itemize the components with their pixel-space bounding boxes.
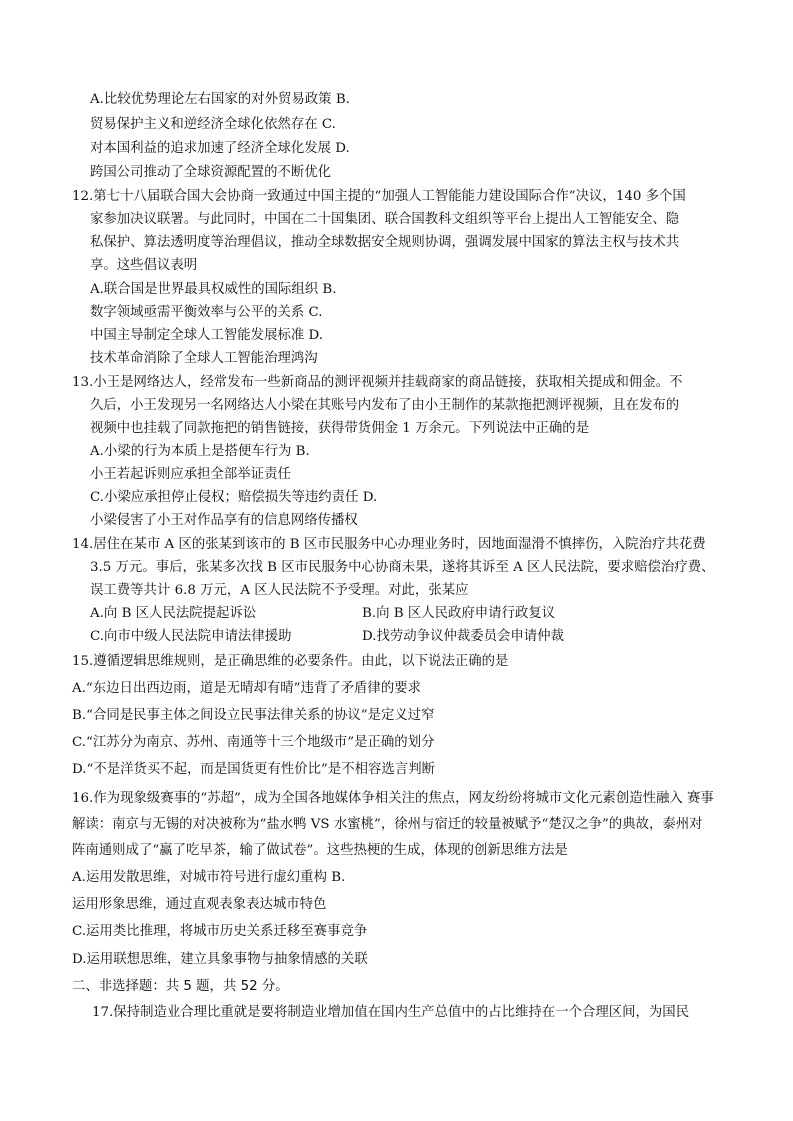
text-line: 13.小王是网络达人，经常发布一些新商品的测评视频并挂载商家的商品链接，获取相关提成和佣金。不 bbox=[72, 375, 683, 390]
text-line: A.向 B 区人民法院提起诉讼 bbox=[90, 606, 257, 621]
text-line: 家参加决议联署。与此同时，中国在二十国集团、联合国教科文组织等平台上提出人工智能安全、隐 bbox=[90, 212, 680, 227]
text-line: 中国主导制定全球人工智能发展标准 D. bbox=[90, 328, 324, 343]
text-line: 贸易保护主义和逆经济全球化依然存在 C. bbox=[90, 117, 336, 132]
text-line: D.找劳动争议仲裁委员会申请仲裁 bbox=[362, 629, 564, 644]
text-line: 小梁侵害了小王对作品享有的信息网络传播权 bbox=[90, 513, 358, 528]
text-line: B.“合同是民事主体之间设立民事法律关系的协议”是定义过窄 bbox=[72, 708, 435, 723]
text-line: D.“不是洋货买不起，而是国货更有性价比”是不相容选言判断 bbox=[72, 762, 435, 777]
text-line: 跨国公司推动了全球资源配置的不断优化 bbox=[90, 165, 332, 180]
text-line: 久后，小王发现另一名网络达人小梁在其账号内发布了由小王制作的某款拖把测评视频，且在发布的 bbox=[90, 398, 680, 413]
text-line: D.运用联想思维，建立具象事物与抽象情感的关联 bbox=[72, 952, 368, 967]
text-line: 17.保持制造业合理比重就是要将制造业增加值在国内生产总值中的占比维持在一个合理区间，为国民 bbox=[92, 1005, 690, 1020]
text-line: 数字领域亟需平衡效率与公平的关系 C. bbox=[90, 305, 323, 320]
text-line: 技术革命消除了全球人工智能治理鸿沟 bbox=[90, 351, 318, 366]
text-line: 12.第七十八届联合国大会协商一致通过中国主提的“加强人工智能能力建设国际合作”决议，140 多个国 bbox=[72, 189, 686, 204]
text-line: A.比较优势理论左右国家的对外贸易政策 B. bbox=[90, 92, 350, 107]
text-line: 享。这些倡议表明 bbox=[90, 258, 198, 273]
text-line: C.运用类比推理，将城市历史关系迁移至赛事竞争 bbox=[72, 924, 368, 939]
text-line: 15.遵循逻辑思维规则，是正确思维的必要条件。由此，以下说法正确的是 bbox=[72, 654, 509, 669]
text-line: 小王若起诉则应承担全部举证责任 bbox=[90, 467, 291, 482]
text-line: B.向 B 区人民政府申请行政复议 bbox=[362, 606, 556, 621]
text-line: 私保护、算法透明度等治理倡议，推动全球数据安全规则协调，强调发展中国家的算法主权与技术共 bbox=[90, 235, 680, 250]
text-line: C.向市中级人民法院申请法律援助 bbox=[90, 629, 292, 644]
text-line: 阵南通则成了“赢了吃早茶，输了做试卷”。这些热梗的生成，体现的创新思维方法是 bbox=[72, 843, 568, 858]
text-line: 16.作为现象级赛事的“苏超”，成为全国各地媒体争相关注的焦点，网友纷纷将城市文化元素创造性融入 赛事 bbox=[72, 791, 714, 806]
section-heading: 二、非选择题：共 5 题，共 52 分。 bbox=[72, 979, 289, 994]
text-line: A.“东边日出西边雨，道是无晴却有晴”违背了矛盾律的要求 bbox=[72, 681, 421, 696]
text-line: A.联合国是世界最具权威性的国际组织 B. bbox=[90, 282, 337, 297]
text-line: A.小梁的行为本质上是搭便车行为 B. bbox=[90, 444, 310, 459]
text-line: 视频中也挂载了同款拖把的销售链接，获得带货佣金 1 万余元。下列说法中正确的是 bbox=[90, 421, 590, 436]
text-line: 3.5 万元。事后，张某多次找 B 区市民服务中心协商未果，遂将其诉至 A 区人民法院，要求赔偿治疗费、 bbox=[90, 560, 715, 575]
text-line: C.小梁应承担停止侵权；赔偿损失等违约责任 D. bbox=[90, 490, 378, 505]
text-line: A.运用发散思维，对城市符号进行虚幻重构 B. bbox=[72, 870, 346, 885]
text-line: 14.居住在某市 A 区的张某到该市的 B 区市民服务中心办理业务时，因地面湿滑不慎摔伤，入院治疗共花费 bbox=[72, 537, 706, 552]
text-line: C.“江苏分为南京、苏州、南通等十三个地级市”是正确的划分 bbox=[72, 735, 435, 750]
text-line: 运用形象思维，通过直观表象表达城市特色 bbox=[72, 897, 327, 912]
text-line: 误工费等共计 6.8 万元，A 区人民法院不予受理。对此，张某应 bbox=[90, 583, 469, 598]
text-line: 对本国利益的追求加速了经济全球化发展 D. bbox=[90, 141, 350, 156]
text-line: 解读：南京与无锡的对决被称为“盐水鸭 VS 水蜜桃”，徐州与宿迁的较量被赋予“楚汉之争”的典故，泰州对 bbox=[72, 817, 703, 832]
